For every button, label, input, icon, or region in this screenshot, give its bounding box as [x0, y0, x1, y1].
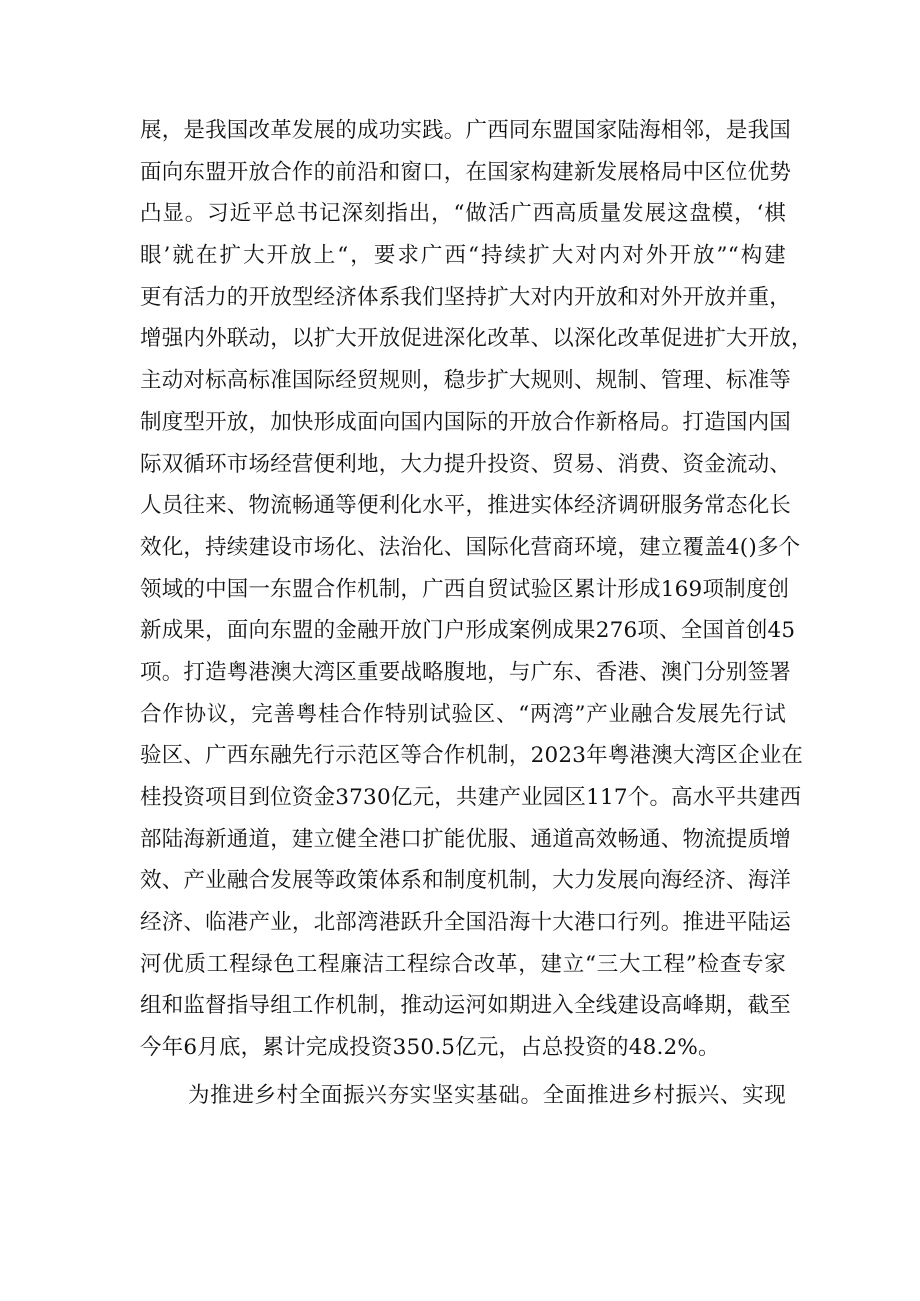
text-line: 更有活力的开放型经济体系我们坚持扩大对内开放和对外开放并重， — [140, 284, 792, 310]
text-line: 验区、广西东融先行示范区等合作机制，2023年粤港澳大湾区企业在 — [140, 743, 804, 769]
text-line: 展，是我国改革发展的成功实践。广西同东盟国家陆海相邻，是我国 — [140, 118, 792, 143]
text-line: 经济、临港产业，北部湾港跃升全国沿海十大港口行列。推进平陆运 — [140, 910, 792, 936]
text-line: 项。打造粤港澳大湾区重要战略腹地，与广东、香港、澳门分别签署 — [140, 659, 792, 685]
text-line: 效化，持续建设市场化、法治化、国际化营商环境，建立覆盖4()多个 — [140, 534, 801, 560]
text-line: 合作协议，完善粤桂合作特别试验区、“两湾”产业融合发展先行试 — [140, 701, 786, 727]
text-line: 新成果，面向东盟的金融开放门户形成案例成果276项、全国首创45 — [140, 618, 796, 644]
text-line: 主动对标高标准国际经贸规则，稳步扩大规则、规制、管理、标准等 — [140, 368, 792, 394]
text-line: 制度型开放，加快形成面向国内国际的开放合作新格局。打造国内国 — [140, 409, 792, 435]
text-line: 际双循环市场经营便利地，大力提升投资、贸易、消费、资金流动、 — [140, 451, 792, 477]
text-line: 领域的中国一东盟合作机制，广西自贸试验区累计形成169项制度创 — [140, 576, 790, 602]
text-line: 桂投资项目到位资金3730亿元，共建产业园区117个。高水平共建西 — [140, 785, 802, 810]
text-line: 组和监督指导组工作机制，推动运河如期进入全线建设高峰期，截至 — [140, 993, 792, 1019]
body-text — [140, 110, 813, 1117]
text-line: 人员往来、物流畅通等便利化水平，推进实体经济调研服务常态化长 — [140, 493, 792, 519]
text-line: 为推进乡村全面振兴夯实坚实基础。全面推进乡村振兴、实现 — [188, 1082, 786, 1108]
text-line: 面向东盟开放合作的前沿和窗口，在国家构建新发展格局中区位优势 — [140, 159, 792, 185]
text-line: 部陆海新通道，建立健全港口扩能优服、通道高效畅通、物流提质增 — [140, 826, 792, 852]
text-line: 效、产业融合发展等政策体系和制度机制，大力发展向海经济、海洋 — [140, 868, 792, 894]
text-line: 凸显。习近平总书记深刻指出，“做活广西高质量发展这盘模，‘棋 — [140, 201, 786, 227]
text-line: 增强内外联动，以扩大开放促进深化改革、以深化改革促进扩大开放， — [140, 326, 813, 352]
text-line: 今年6月底，累计完成投资350.5亿元，占总投资的48.2%。 — [140, 1035, 720, 1061]
paragraph-1 — [140, 110, 813, 1069]
text-line: 河优质工程绿色工程廉洁工程综合改革，建立“三大工程”检查专家 — [140, 951, 786, 977]
paragraph-2 — [140, 1075, 786, 1117]
text-line: 眼’就在扩大开放上“，要求广西“持续扩大对内对外开放”“构建 — [140, 243, 786, 269]
